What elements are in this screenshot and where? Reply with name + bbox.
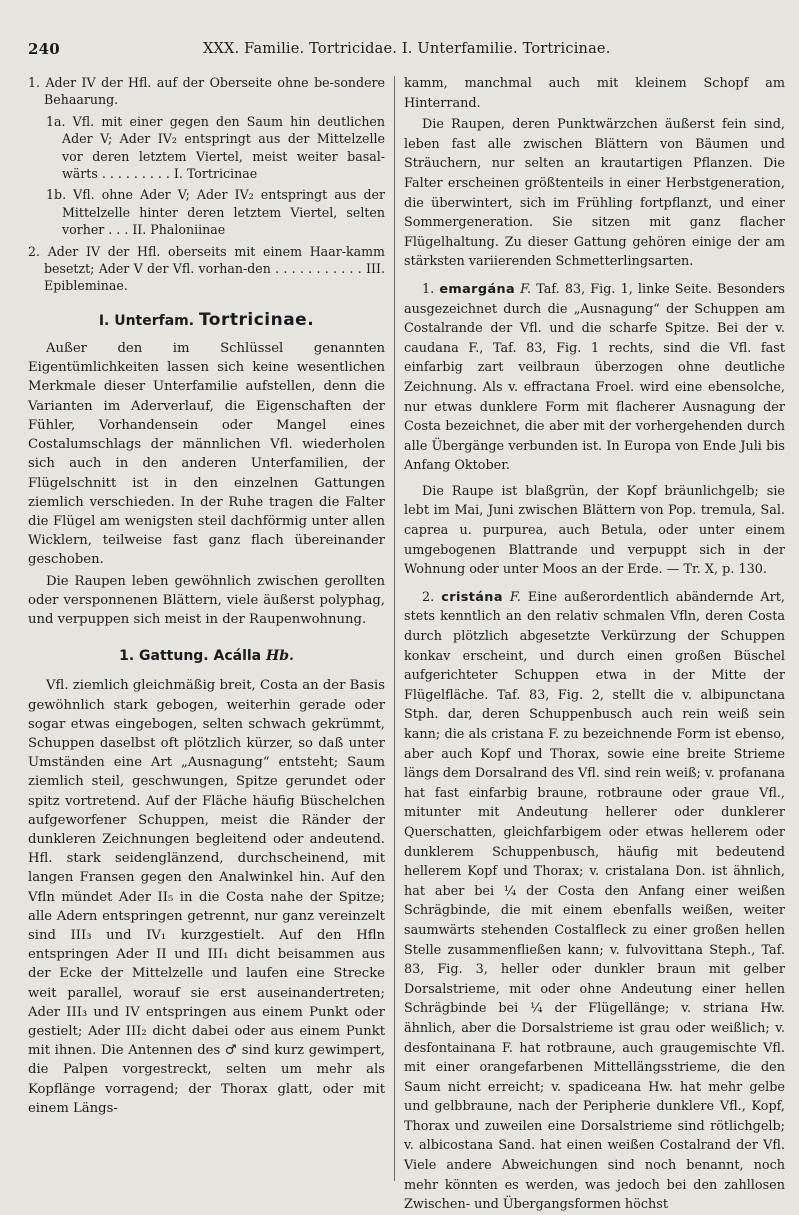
genus-description: Vfl. ziemlich gleichmäßig breit, Costa an der Basis gewöhnlich stark gebogen, weiterhin gerade oder sogar etwas eingebogen, selten schwach gekrümmt, Schuppen daselbst oft plötzlich kürzer, so daß unter Umständen eine Art „Ausnagung“ entsteht; Saum ziemlich steil, geschwungen, Spitze gerundet oder spitz vortretend. Auf der Fläche häufig Büschelchen aufgeworfener Schuppen, meist die Ränder der dunkleren Zeichnungen begleitend oder andeutend. Hfl. stark seidenglänzend, durchscheinend, mit langen Fransen gegen den Analwinkel hin. Auf den Vfln mündet Ader II₅ in die Costa nahe der Spitze; alle Adern entspringen getrennt, nur ganz vereinzelt sind III₃ und IV₁ kurzgestielt. Auf den Hfln entspringen Ader II und III₁ dicht beisammen aus der Ecke der Mittelzelle und laufen eine Strecke weit parallel, worauf sie erst auseinandertreten; Ader III₃ und IV entspringen aus einem Punkt oder gestielt; Ader III₂ dicht dabei oder aus einem Punkt mit ihnen. Die Antennen des ♂ sind kurz gewimpert, die Palpen vorgestreckt, selten um mehr als Kopflänge vorragend; der Thorax glatt, oder mit einem Längs- <box>28 678 385 1116</box>
key-entry-1a: 1a. Vfl. mit einer gegen den Saum hin deutlichen Ader V; Ader IV₂ entspringt aus der Mittelzelle vor deren letztem Viertel, meist weiter basal-wärts . . . . . . . . . I. Tortricinae <box>46 113 385 182</box>
key-entry-1b: 1b. Vfl. ohne Ader V; Ader IV₂ entspringt aus der Mittelzelle hinter deren letztem Viertel, selten vorher . . . II. Phaloniinae <box>46 187 385 238</box>
species-larva-emargana: Die Raupe ist blaßgrün, der Kopf bräunlichgelb; sie lebt im Mai, Juni zwischen Blättern von Pop. tremula, Sal. caprea u. purpurea, auch Betula, oder unter einem umgebogenen Blattrande und verpuppt sich in der Wohnung oder unter Moos an der Erde. — Tr. X, p. 130. <box>404 483 785 578</box>
determination-key <box>28 74 385 295</box>
species-entry-emargana <box>404 280 785 476</box>
species-number: 1. <box>422 281 435 297</box>
key-entry-1: 1. Ader IV der Hfl. auf der Oberseite ohne be-sondere Behaarung. <box>28 75 385 108</box>
page-header <box>28 40 783 64</box>
species-name: cristána <box>441 589 503 605</box>
key-entry-2: 2. Ader IV der Hfl. oberseits mit einem Haar-kamm besetzt; Ader V der Vfl. vorhan-den . . . . . . . . . . . III. Epibleminae. <box>28 243 385 294</box>
running-title: XXX. Familie. Tortricidae. I. Unterfamilie. Tortricinae. <box>203 41 611 57</box>
subfamily-heading <box>28 311 385 331</box>
subfamily-larvae: Die Raupen leben gewöhnlich zwischen gerollten oder versponnenen Blättern, viele äußerst polyphag, und verpuppen sich meist in der Raupenwohnung. <box>28 573 385 627</box>
right-column <box>404 74 785 1215</box>
species-author: F. <box>509 589 521 605</box>
subfamily-name: Tortricinae. <box>198 309 315 330</box>
left-column <box>28 74 385 1120</box>
genus-description-continued: kamm, manchmal auch mit kleinem Schopf am Hinterrand. <box>404 76 785 111</box>
species-text: Taf. 83, Fig. 1, linke Seite. Besonders ausgezeichnet durch die „Ausnagung“ der Schuppen am Costalrande der Vfl. und die scharfe Spitze. Bei der v. caudana F., Taf. 83, Fig. 1 rechts, sind die Vfl. fast einfarbig zart veilbraun überzogen ohne deutliche Zeichnung. Als v. effractana Froel. wird eine ebensolche, nur etwas dunklere Form mit flacherer Ausnagung der Costa bezeichnet, die aber mit der vorhergehenden durch alle Übergänge verbunden ist. In Europa von Ende Juli bis Anfang Oktober. <box>404 281 785 474</box>
genus-prefix: 1. Gattung. <box>119 648 209 665</box>
genus-heading <box>28 647 385 666</box>
column-divider <box>394 76 395 1181</box>
genus-author: Hb. <box>266 648 294 665</box>
species-name: emargána <box>439 281 516 297</box>
species-text: Eine außerordentlich abändernde Art, stets kenntlich an den relativ schmalen Vfln, deren Costa durch plötzlich abgesetzte Verkürzung der Schuppen konkav erscheint, und durch einen großen Büschel aufgerichteter Schuppen etwa in der Mitte der Flügelfläche. Taf. 83, Fig. 2, stellt die v. albipunctana Stph. dar, deren Schuppenbusch auch rein weiß sein kann; die als cristana F. zu bezeichnende Form ist ebenso, aber auch Kopf und Thorax, sowie eine breite Strieme längs dem Dorsalrand des Vfl. sind rein weiß; v. profanana hat fast einfarbig braune, rotbraune oder graue Vfl., mitunter mit Andeutung hellerer oder dunklerer Querschatten, gleichfarbigem oder etwas hellerem oder dunklerem Schuppenbusch, häufig mit bedeutend hellerem Kopf und Thorax; v. cristalana Don. ist ähnlich, hat aber bei ¼ der Costa den Anfang einer weißen Schrägbinde, die mit einem ebenfalls weißen, weiter saumwärts stehenden Costalfleck zu einer großen hellen Stelle zusammenfließen kann; v. fulvovittana Steph., Taf. 83, Fig. 3, heller oder dunkler braun mit gelber Dorsalstrieme, mit oder ohne Andeutung einer hellen Schrägbinde bei ¼ der Flügellänge; v. striana Hw. ähnlich, aber die Dorsalstrieme ist grau oder weißlich; v. desfontainana F. hat rotbraune, auch graugemischte Vfl. mit einer orangefarbenen Mittellängsstrieme, die den Saum nicht erreicht; v. spadiceana Hw. hat mehr gelbe und gelbbraune, nach der Peripherie dunklere Vfl., Kopf, Thorax und zuweilen eine Dorsalstrieme sind rötlichgelb; v. albicostana Sand. hat einen weißen Costalrand der Vfl. Viele andere Abweichungen sind noch benannt, noch mehr könnten es werden, was jedoch bei den zahllosen Zwischen- und Übergangsformen höchst <box>404 589 786 1213</box>
species-entry-cristana <box>404 588 785 1215</box>
subfamily-prefix: I. Unterfam. <box>98 312 195 329</box>
subfamily-description: Außer den im Schlüssel genannten Eigentümlichkeiten lassen sich keine wesentlichen Merkmale dieser Unterfamilie aufstellen, denn die Varianten im Aderverlauf, die Eigenschaften der Fühler, Vorhandensein oder Mangel eines Costalumschlags der männlichen Vfl. wiederholen sich auch in den anderen Unterfamilien, der Flügelschnitt ist in den einzelnen Gattungen ziemlich verschieden. In der Ruhe tragen die Falter die Flügel am wenigsten steil dachförmig unter allen Wicklern, teilweise fast ganz flach übereinander geschoben. <box>28 341 385 568</box>
genus-larvae: Die Raupen, deren Punktwärzchen äußerst fein sind, leben fast alle zwischen Blättern von Bäumen und Sträuchern, nur selten an krautartigen Pflanzen. Die Falter erscheinen größtenteils in einer Herbstgeneration, die überwintert, sich im Frühling fortpflanzt, und einer Sommergeneration. Sie sitzen mit ganz flacher Flügelhaltung. Zu dieser Gattung gehören einige der am stärksten variierenden Schmetterlingsarten. <box>404 117 785 270</box>
genus-name: Acálla <box>213 648 262 665</box>
species-number: 2. <box>422 589 435 605</box>
species-author: F. <box>520 281 532 297</box>
page-number: 240 <box>28 40 60 58</box>
